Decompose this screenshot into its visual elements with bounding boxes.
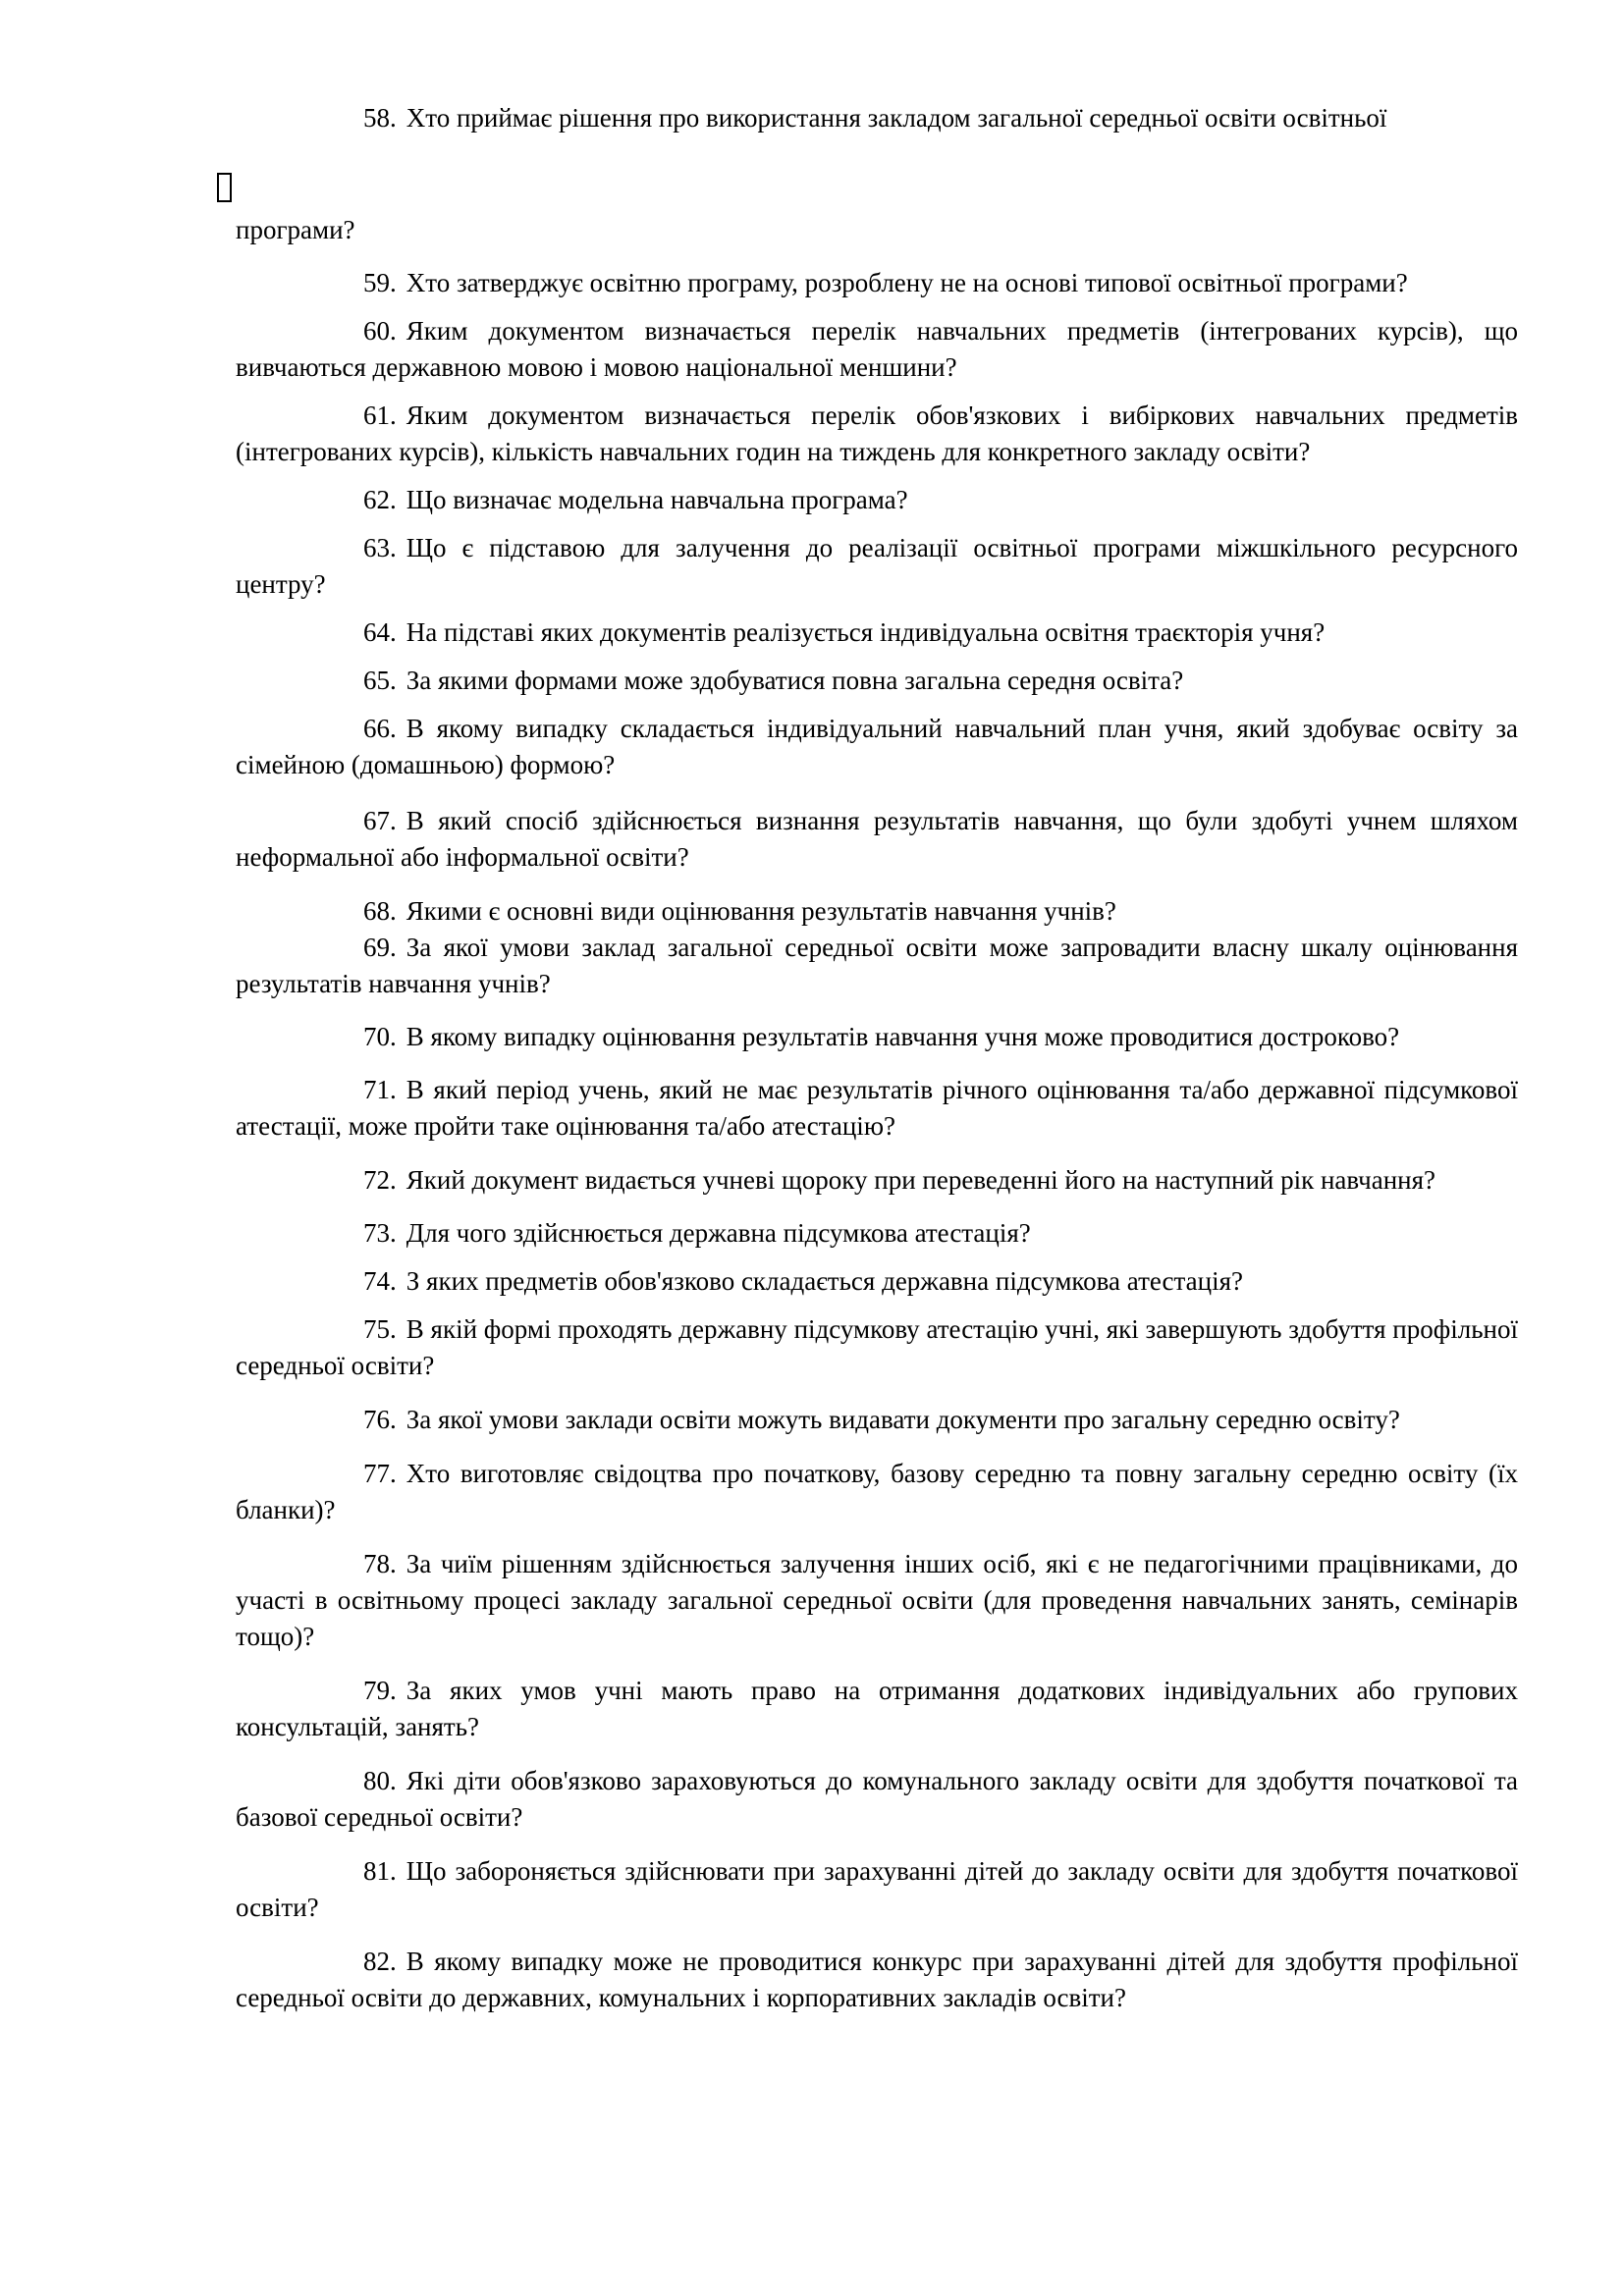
question-62: 62. Що визначає модельна навчальна програма? <box>363 485 908 514</box>
question-74: 74. З яких предметів обов'язково складається державна підсумкова атестація? <box>363 1266 1243 1296</box>
question-list <box>236 265 1518 2016</box>
question-65: 65. За якими формами може здобуватися повна загальна середня освіта? <box>363 666 1184 695</box>
question-number: 58. <box>363 103 397 133</box>
question-67: 67. В який спосіб здійснюється визнання результатів навчання, що були здобуті учнем шляхом неформальної або інформальної освіти? <box>236 806 1518 872</box>
question-76: 76. За якої умови заклади освіти можуть видавати документи про загальну середню освіту? <box>363 1405 1400 1434</box>
missing-glyph-icon <box>217 173 232 202</box>
question-64: 64. На підставі яких документів реалізується індивідуальна освітня траєкторія учня? <box>363 617 1326 647</box>
question-text: Хто приймає рішення про використання закладом загальної середньої освіти освітньої <box>406 103 1387 133</box>
question-58 <box>236 100 1518 136</box>
question-72: 72. Який документ видається учневі щороку при переведенні його на наступний рік навчання? <box>363 1165 1436 1195</box>
question-63: 63. Що є підставою для залучення до реалізації освітньої програми міжшкільного ресурсного центру? <box>236 533 1518 599</box>
question-80: 80. Які діти обов'язково зараховуються до комунального закладу освіти для здобуття початкової та базової середньої освіти? <box>236 1766 1518 1832</box>
question-68: 68. Якими є основні види оцінювання результатів навчання учнів? <box>363 896 1116 926</box>
question-82: 82. В якому випадку може не проводитися конкурс при зарахуванні дітей для здобуття профільної середньої освіти до державних, комунальних і корпоративних закладів освіти? <box>236 1947 1518 2012</box>
question-61: 61. Яким документом визначається перелік обов'язкових і вибіркових навчальних предметів (інтегрованих курсів), кількість навчальних годин на тиждень для конкретного закладу освіти? <box>236 400 1518 466</box>
question-70: 70. В якому випадку оцінювання результатів навчання учня може проводитися достроково? <box>363 1022 1400 1051</box>
question-60: 60. Яким документом визначається перелік навчальних предметів (інтегрованих курсів), що вивчаються державною мовою і мовою національної меншини? <box>236 316 1518 382</box>
question-78: 78. За чиїм рішенням здійснюється залучення інших осіб, які є не педагогічними працівниками, до участі в освітньому процесі закладу загальної середньої освіти (для проведення навчальних занять, семінарів тощо)? <box>236 1549 1518 1651</box>
question-66: 66. В якому випадку складається індивідуальний навчальний план учня, який здобуває освіту за сімейною (домашньою) формою? <box>236 714 1518 779</box>
question-58-continuation: програми? <box>236 215 355 244</box>
question-81: 81. Що забороняється здійснювати при зарахуванні дітей до закладу освіти для здобуття початкової освіти? <box>236 1856 1518 1922</box>
question-79: 79. За яких умов учні мають право на отримання додаткових індивідуальних або групових консультацій, занять? <box>236 1676 1518 1741</box>
question-69: 69. За якої умови заклад загальної середньої освіти може запровадити власну шкалу оцінювання результатів навчання учнів? <box>236 933 1518 998</box>
question-71: 71. В який період учень, який не має результатів річного оцінювання та/або державної підсумкової атестації, може пройти таке оцінювання та/або атестацію? <box>236 1075 1518 1141</box>
question-73: 73. Для чого здійснюється державна підсумкова атестація? <box>363 1218 1031 1248</box>
question-59: 59. Хто затверджує освітню програму, розроблену не на основі типової освітньої програми? <box>363 268 1408 297</box>
question-77: 77. Хто виготовляє свідоцтва про початкову, базову середню та повну загальну середню освіту (їх бланки)? <box>236 1459 1518 1524</box>
question-75: 75. В якій формі проходять державну підсумкову атестацію учні, які завершують здобуття профільної середньої освіти? <box>236 1314 1518 1380</box>
